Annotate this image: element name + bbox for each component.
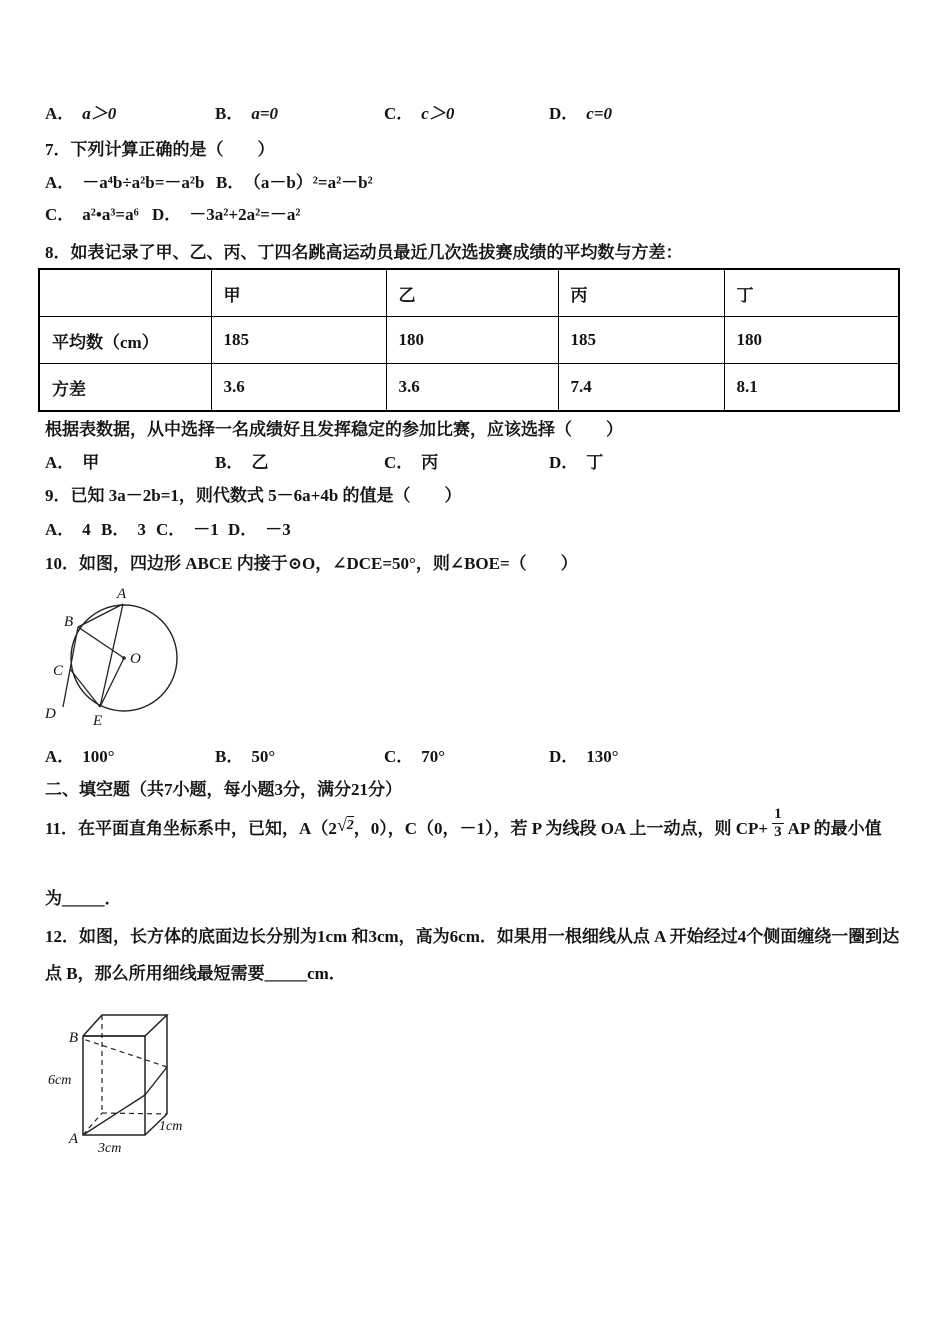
value-cell: 180	[386, 317, 558, 364]
q11-text-part3: AP 的最小值	[787, 818, 882, 838]
option-text: －a⁴b÷a²b=－a²b	[82, 173, 205, 192]
value-cell: 180	[724, 317, 899, 364]
header-cell: 甲	[211, 269, 386, 317]
option-label: A．	[45, 747, 75, 766]
q11-answer-blank-line: 为_____．	[45, 889, 122, 908]
center-dot	[122, 656, 126, 660]
fraction-denominator: 3	[774, 823, 782, 840]
option-text: －3	[265, 520, 291, 539]
fraction-numerator: 1	[774, 806, 782, 822]
q10-option-a	[45, 744, 115, 770]
row-label-cell: 方差	[39, 364, 211, 412]
q7-stem: 7．下列计算正确的是（ ）	[45, 140, 275, 159]
label-O: O	[130, 651, 141, 667]
q6-option-b	[215, 101, 278, 127]
option-text: （a－b）²=a²－b²	[252, 173, 373, 192]
header-cell: 乙	[386, 269, 558, 317]
header-cell: 丁	[724, 269, 899, 317]
value-cell: 8.1	[724, 364, 899, 412]
q12-cuboid-figure	[40, 1012, 225, 1162]
option-text: －1	[193, 520, 219, 539]
q8-stem: 8．如表记录了甲、乙、丙、丁四名跳高运动员最近几次选拔赛成绩的平均数与方差：	[45, 243, 683, 262]
q8-option-c	[384, 450, 438, 476]
q10-circle-figure	[40, 585, 205, 737]
option-label: D．	[549, 453, 579, 472]
sqrt-2	[337, 816, 354, 836]
value-cell: 7.4	[558, 364, 724, 412]
option-label: A．	[45, 453, 75, 472]
label-D: D	[45, 706, 56, 722]
option-label: A．	[45, 173, 75, 192]
value-cell: 185	[211, 317, 386, 364]
option-text: a²•a³=a⁶	[82, 205, 139, 224]
option-label: C．	[384, 104, 414, 123]
option-label: D．	[549, 747, 579, 766]
top-face	[83, 1015, 167, 1036]
option-text: 50°	[251, 747, 276, 766]
option-text: c＞0	[421, 104, 455, 123]
option-text: 70°	[421, 747, 446, 766]
q11-text-part2: ，0），C（0，－1），若 P 为线段 OA 上一动点，则 CP+	[353, 818, 769, 838]
q8-options-row	[0, 450, 950, 476]
option-label: B．	[215, 453, 244, 472]
q7-option-a	[45, 170, 204, 196]
q7-options-row1	[0, 170, 950, 196]
option-label: B．	[215, 747, 244, 766]
option-text: 130°	[586, 747, 619, 766]
thread-back-segment-hidden	[83, 1039, 167, 1067]
label-E: E	[93, 713, 103, 729]
q11-text-part1: 11．在平面直角坐标系中，已知，A（2	[45, 818, 337, 838]
option-text: a=0	[251, 104, 279, 123]
q6-option-d	[549, 101, 612, 127]
secant-DCB	[63, 627, 78, 707]
q9-stem: 9．已知 3a－2b=1，则代数式 5－6a+4b 的值是（ ）	[45, 486, 462, 505]
fraction-one-third	[772, 806, 784, 840]
option-text: 3	[137, 520, 146, 539]
q6-options-row	[0, 101, 950, 127]
q10-option-d	[549, 744, 619, 770]
option-label: D．	[549, 104, 579, 123]
label-depth-1cm: 1cm	[159, 1119, 183, 1134]
option-text: 100°	[82, 747, 115, 766]
q10-option-c	[384, 744, 445, 770]
chord-AB	[78, 604, 123, 627]
row-label-cell: 平均数（cm）	[39, 317, 211, 364]
option-label: B．	[101, 520, 130, 539]
table-row	[39, 317, 899, 364]
label-B: B	[64, 614, 74, 630]
label-height-6cm: 6cm	[48, 1073, 72, 1088]
q6-option-c	[384, 101, 454, 127]
label-width-3cm: 3cm	[98, 1141, 122, 1156]
option-label: C．	[384, 453, 414, 472]
q10-stem: 10．如图，四边形 ABCE 内接于⊙O，∠DCE=50°，则∠BOE=（ ）	[45, 554, 578, 573]
table-header-row	[39, 269, 899, 317]
option-text: 4	[82, 520, 91, 539]
front-face	[83, 1036, 145, 1135]
label-B: B	[68, 1030, 78, 1046]
q8-score-table	[38, 268, 900, 412]
option-label: A．	[45, 520, 75, 539]
option-label: C．	[45, 205, 75, 224]
option-label: B．	[216, 173, 245, 192]
option-text: c=0	[586, 104, 613, 123]
bottom-back-edge-hidden	[102, 1113, 167, 1114]
q7-options-row2	[0, 202, 950, 228]
option-text: a＞0	[82, 104, 117, 123]
q9-option-b	[101, 517, 146, 543]
label-A: A	[68, 1131, 78, 1147]
label-A: A	[117, 586, 127, 602]
q8-question: 根据表数据，从中选择一名成绩好且发挥稳定的参加比赛，应该选择（ ）	[45, 420, 623, 439]
header-cell	[39, 269, 211, 317]
q8-option-a	[45, 450, 99, 476]
q8-option-d	[549, 450, 603, 476]
option-label: A．	[45, 104, 75, 123]
radical-sign: √	[336, 815, 347, 836]
section2-title: 二、填空题（共7小题，每小题3分，满分21分）	[45, 780, 402, 799]
option-text: 丙	[421, 453, 439, 472]
q6-option-a	[45, 101, 116, 127]
value-cell: 185	[558, 317, 724, 364]
q9-option-a	[45, 517, 91, 543]
radius-OE	[100, 658, 124, 707]
q12-stem-line1: 12．如图，长方体的底面边长分别为1cm 和3cm，高为6cm．如果用一根细线从点 A 开始经过4个侧面缠绕一圈到达	[45, 927, 900, 946]
q7-option-d	[152, 202, 300, 228]
q10-option-b	[215, 744, 275, 770]
q11-stem	[45, 800, 882, 852]
option-text: －3a²+2a²=－a²	[189, 205, 301, 224]
option-label: C．	[156, 520, 186, 539]
q7-option-b	[216, 170, 373, 196]
option-label: C．	[384, 747, 414, 766]
option-text: 丁	[586, 453, 604, 472]
q9-options-row	[0, 517, 950, 543]
table-row	[39, 364, 899, 412]
q12-stem-line2: 点 B，那么所用细线最短需要_____cm．	[45, 964, 346, 983]
radicand: 2	[347, 816, 354, 836]
q9-option-d	[228, 517, 291, 543]
option-label: D．	[228, 520, 258, 539]
q9-option-c	[156, 517, 219, 543]
chord-CE	[70, 669, 100, 707]
q7-option-c	[45, 202, 139, 228]
header-cell: 丙	[558, 269, 724, 317]
thread-front-segment	[83, 1095, 145, 1135]
option-label: B．	[215, 104, 244, 123]
label-C: C	[53, 663, 64, 679]
thread-right-segment	[145, 1067, 167, 1095]
option-label: D．	[152, 205, 182, 224]
value-cell: 3.6	[211, 364, 386, 412]
option-text: 乙	[251, 453, 269, 472]
value-cell: 3.6	[386, 364, 558, 412]
q10-options-row	[0, 744, 950, 770]
option-text: 甲	[82, 453, 100, 472]
q8-option-b	[215, 450, 268, 476]
